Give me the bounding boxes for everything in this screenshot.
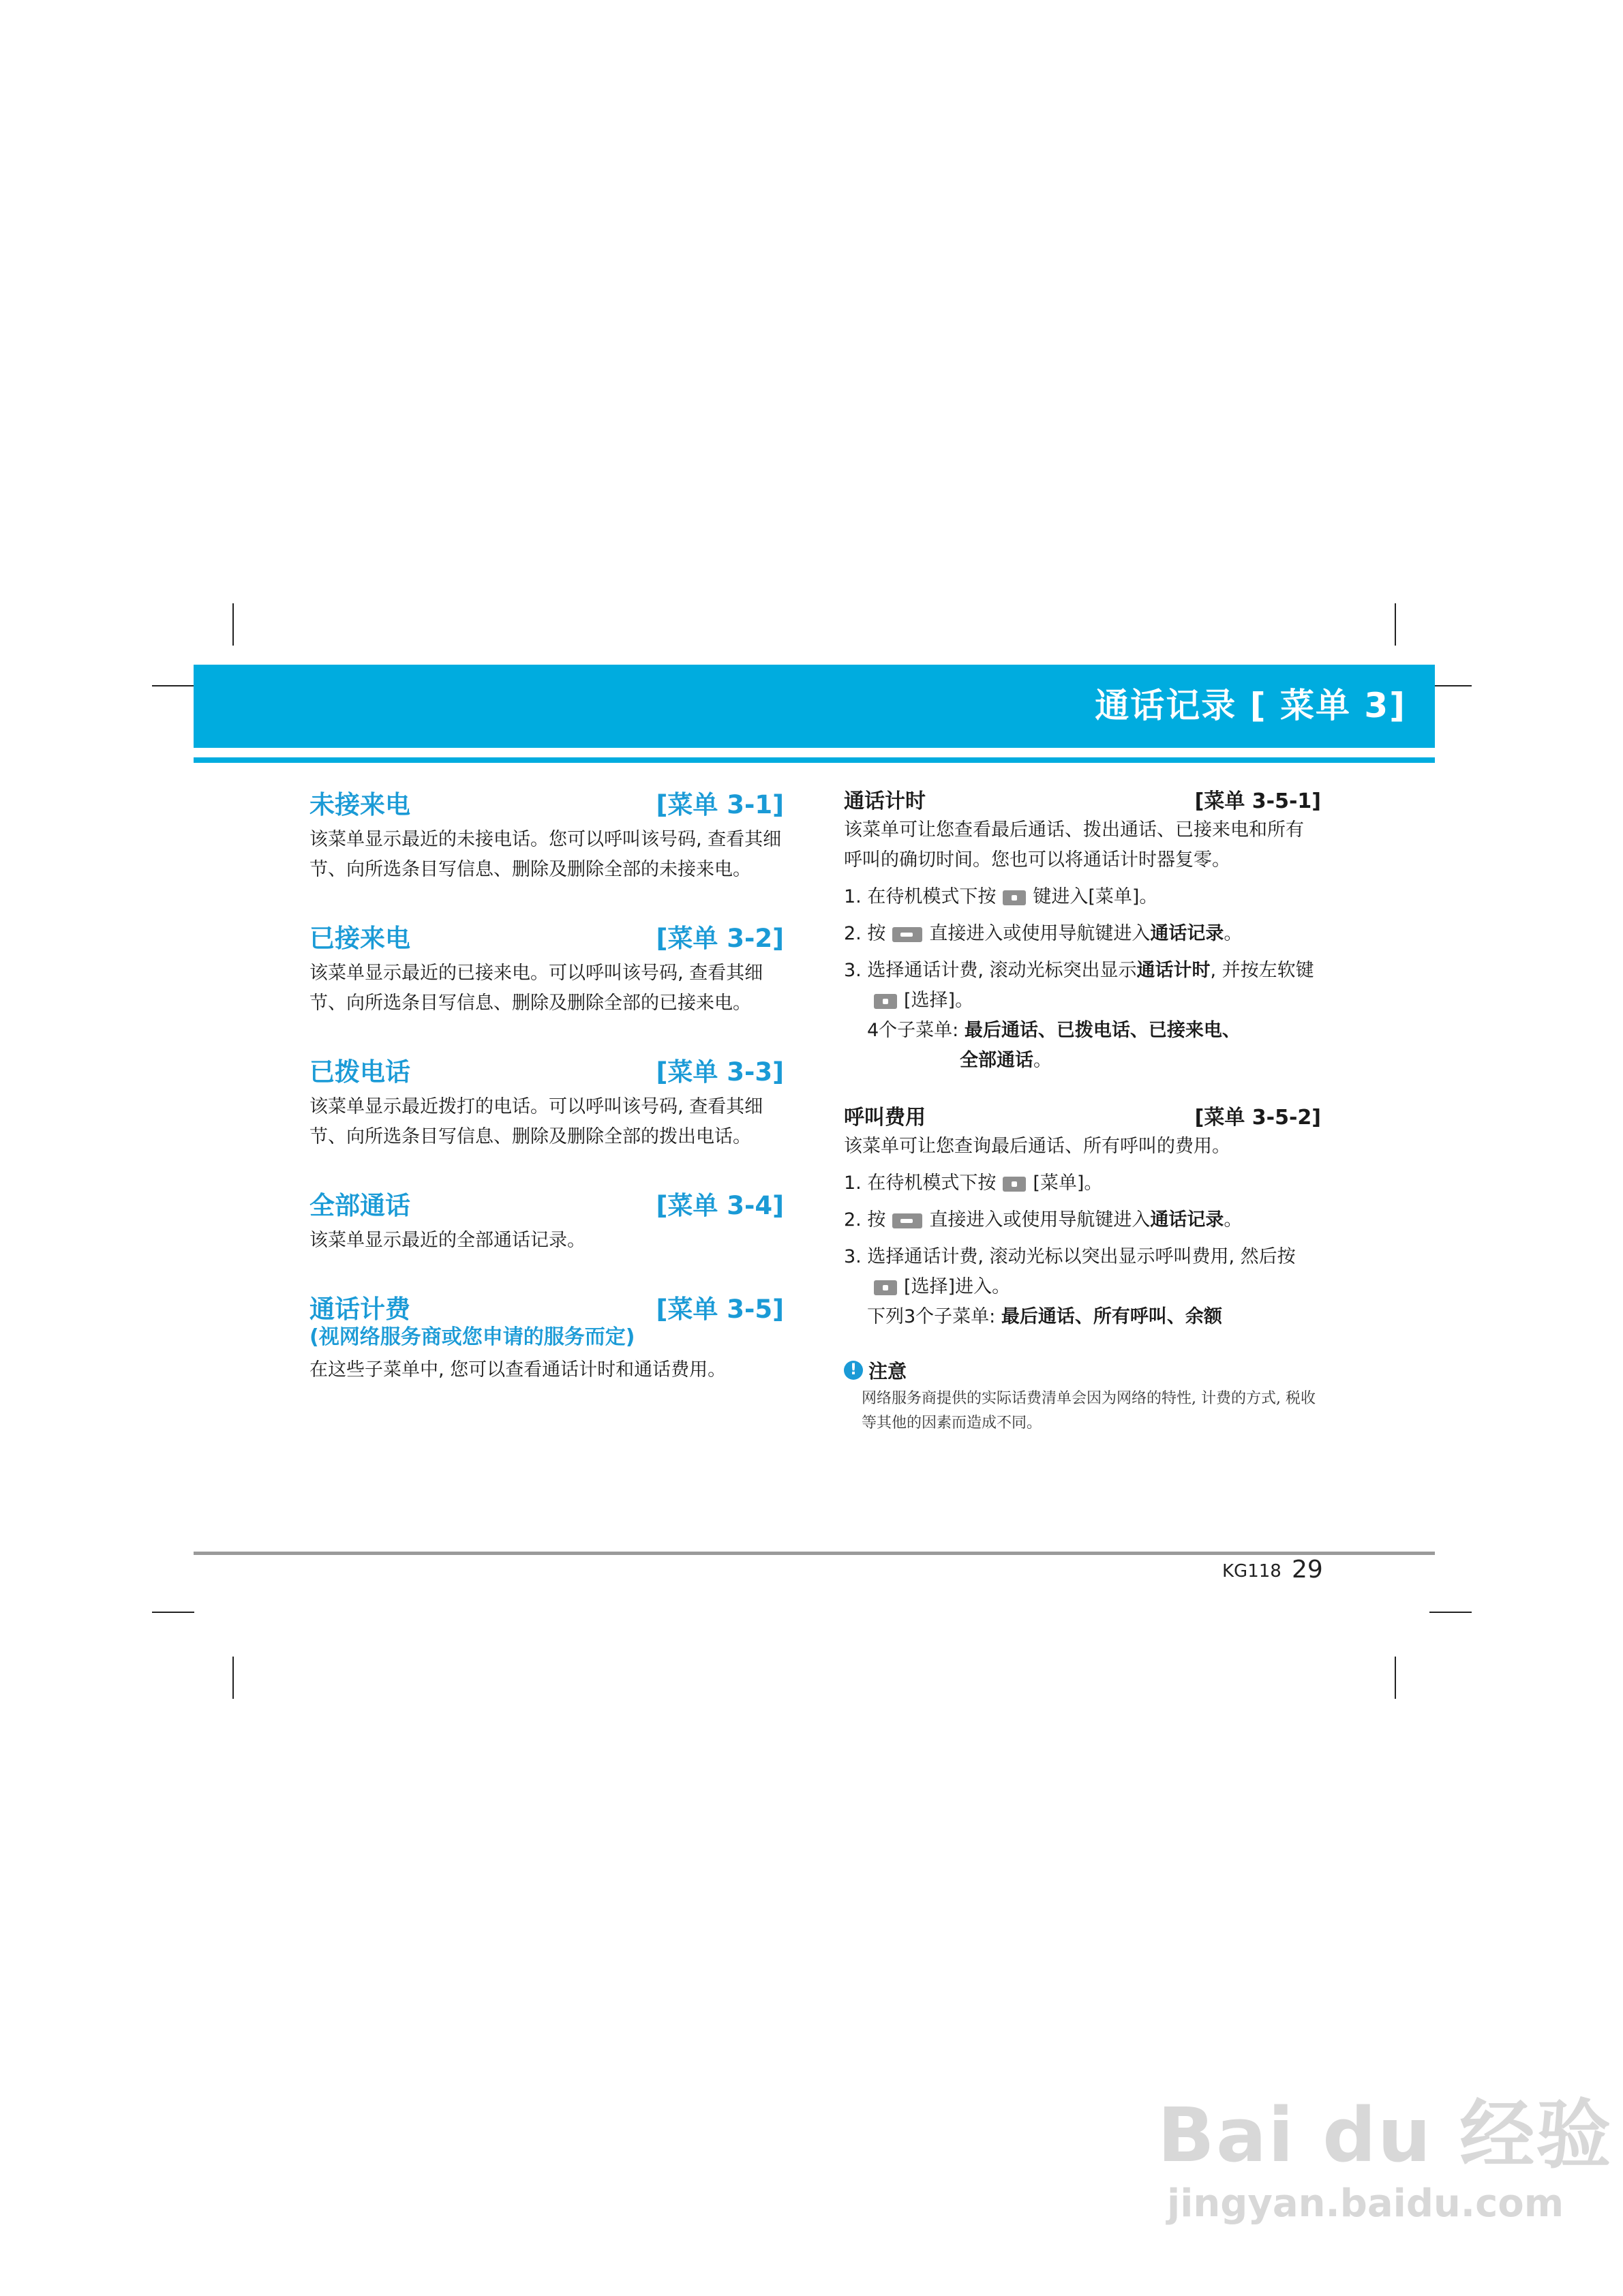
crop-mark [1429, 1612, 1472, 1613]
subsection-intro: 该菜单可让您查看最后通话、拨出通话、已接来电和所有呼叫的确切时间。您也可以将通话计时器复零。 [844, 819, 1304, 871]
left-softkey-icon [874, 994, 897, 1009]
section-text: 在这些子菜单中, 您可以查看通话计时和通话费用。 [309, 1359, 727, 1380]
crop-mark [232, 1657, 234, 1699]
section-received-calls [309, 918, 784, 1018]
menu-key-icon [1003, 890, 1026, 905]
left-softkey-icon [874, 1280, 897, 1295]
section-title: 通话计费 [309, 1295, 410, 1324]
crop-mark [152, 685, 194, 686]
step-3: 3. 选择通话计费, 滚动光标以突出显示呼叫费用, 然后按 [选择]进入。 下列3个子菜单: 最后通话、所有呼叫、余额 [844, 1246, 1296, 1327]
step-1: 1. 在待机模式下按 [菜单]。 [844, 1173, 1103, 1194]
section-title: 全部通话 [309, 1191, 410, 1220]
crop-mark [152, 1612, 194, 1613]
section-title: 已拨电话 [309, 1057, 410, 1087]
section-menu-number: [菜单 3-5] [656, 1295, 784, 1324]
step-1: 1. 在待机模式下按 键进入[菜单]。 [844, 886, 1158, 907]
menu-key-icon [1003, 1177, 1026, 1192]
section-all-calls [309, 1185, 784, 1256]
section-call-cost [844, 1100, 1321, 1332]
crop-mark [232, 603, 234, 646]
note-box [844, 1357, 1321, 1436]
section-text: 该菜单显示最近的未接电话。您可以呼叫该号码, 查看其细节、向所选条目写信息、删除及删除全部的未接来电。 [309, 829, 782, 880]
right-column [844, 784, 1321, 1436]
section-menu-number: [菜单 3-2] [656, 924, 784, 953]
section-text: 该菜单显示最近拨打的电话。可以呼叫该号码, 查看其细节、向所选条目写信息、删除及删除全部的拨出电话。 [309, 1096, 763, 1147]
footer-rule [194, 1552, 1435, 1555]
section-text: 该菜单显示最近的全部通话记录。 [309, 1230, 586, 1251]
submenu-list: 4个子菜单: 最后通话、已拨电话、已接来电、 全部通话。 [867, 1020, 1241, 1071]
note-text: 网络服务商提供的实际话费清单会因为网络的特性, 计费的方式, 税收等其他的因素而造成不同。 [862, 1390, 1316, 1432]
step-2: 2. 按 直接进入或使用导航键进入通话记录。 [844, 923, 1243, 944]
section-menu-number: [菜单 3-1] [656, 790, 784, 819]
crop-mark [1395, 603, 1396, 646]
number-key-icon [892, 927, 922, 942]
note-title: 注意 [868, 1360, 907, 1383]
step-3: 3. 选择通话计费, 滚动光标突出显示通话计时, 并按左软键 [选择]。 [844, 960, 1314, 1011]
page-title: 通话记录 [ 菜单 3] [1095, 686, 1406, 725]
section-missed-calls [309, 784, 784, 885]
section-call-charges [309, 1288, 784, 1385]
section-dialled-calls [309, 1051, 784, 1152]
subsection-menu-number: [菜单 3-5-1] [1194, 789, 1321, 813]
watermark-brand: Bai du 经验 [1157, 2091, 1613, 2179]
section-title: 已接来电 [309, 924, 410, 953]
subsection-title: 呼叫费用 [844, 1106, 926, 1130]
subsection-intro: 该菜单可让您查询最后通话、所有呼叫的费用。 [844, 1136, 1230, 1157]
info-icon: ! [844, 1361, 863, 1380]
footer-model: KG118 [1222, 1561, 1281, 1582]
crop-mark [1395, 1657, 1396, 1699]
left-column [309, 784, 784, 1418]
section-call-timer [844, 784, 1321, 1076]
step-2: 2. 按 直接进入或使用导航键进入通话记录。 [844, 1209, 1243, 1230]
baidu-watermark [1152, 2059, 1613, 2263]
section-menu-number: [菜单 3-4] [656, 1191, 784, 1220]
number-key-icon [892, 1213, 922, 1228]
watermark-url: jingyan.baidu.com [1167, 2181, 1564, 2226]
subsection-title: 通话计时 [844, 789, 926, 813]
section-menu-number: [菜单 3-3] [656, 1057, 784, 1087]
section-title: 未接来电 [309, 790, 410, 819]
section-text: 该菜单显示最近的已接来电。可以呼叫该号码, 查看其细节、向所选条目写信息、删除及删除全部的已接来电。 [309, 963, 763, 1014]
section-subtitle: (视网络服务商或您申请的服务而定) [309, 1325, 635, 1349]
header-rule [194, 757, 1435, 763]
crop-mark [1429, 685, 1472, 686]
header-band [194, 665, 1435, 748]
page-number: 29 [1292, 1556, 1323, 1584]
subsection-menu-number: [菜单 3-5-2] [1194, 1106, 1321, 1130]
